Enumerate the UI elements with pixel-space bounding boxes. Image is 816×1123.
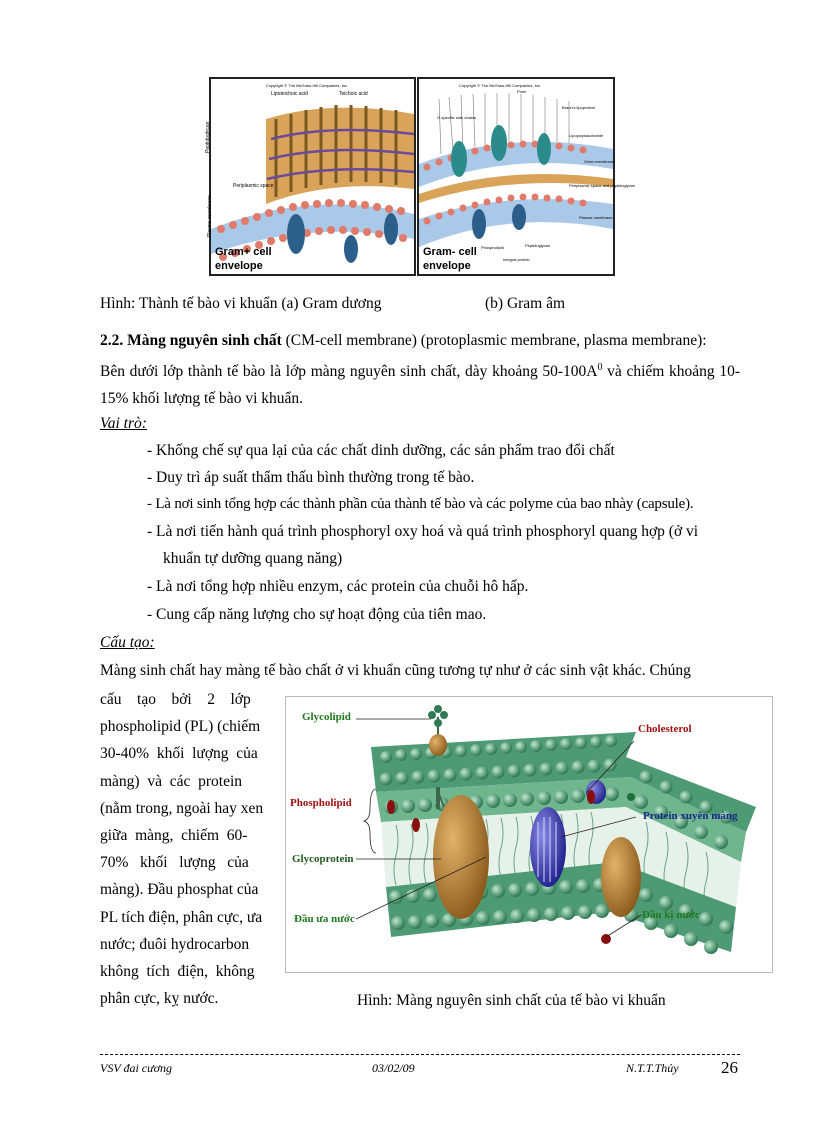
svg-text:Plasma membrane: Plasma membrane xyxy=(207,195,213,237)
role-item-2: - Duy trì áp suất thẩm thấu bình thường trong tế bào. xyxy=(147,469,475,486)
narrow-line: 30-40% khối lượng của xyxy=(100,745,258,763)
narrow-line: màng) và các protein xyxy=(100,772,243,790)
section-title: 2.2. Màng nguyên sinh chất xyxy=(100,332,282,349)
narrow-line: giữa màng, chiếm 60- xyxy=(100,827,248,845)
label-transmembrane-protein: Protein xuyên màng xyxy=(643,810,738,822)
label-hydrophobic-tail: Đầu kị nước xyxy=(642,909,700,921)
page-number: 26 xyxy=(721,1058,738,1077)
membrane-illustration xyxy=(286,697,772,972)
narrow-line: không tích điện, không xyxy=(100,963,255,981)
role-item-4: - Là nơi tiến hành quá trình phosphoryl oxy hoá và quá trình phosphoryl quang hợp (ở vi xyxy=(147,523,699,540)
label-hydrophilic-head: Đầu ưa nước xyxy=(294,913,355,925)
structure-line-1: Màng sinh chất hay màng tế bào chất ở vi khuẩn cũng tương tự như ở các sinh vật khác. Chúng xyxy=(100,662,691,679)
narrow-line: nước; đuôi hydrocarbon xyxy=(100,935,250,953)
figure1-caption-a: Hình: Thành tế bào vi khuẩn (a) Gram dương xyxy=(100,295,382,312)
label-phospholipid: Phospholipid xyxy=(290,797,352,809)
svg-text:Gram- cell: Gram- cell xyxy=(423,246,477,258)
structure-narrow-text xyxy=(100,686,276,1012)
label-glycolipid: Glycolipid xyxy=(302,711,351,723)
svg-text:O-specific side chains: O-specific side chains xyxy=(437,115,476,120)
section-intro xyxy=(100,354,740,412)
role-item-4-cont: khuẩn tự dưỡng quang năng) xyxy=(163,550,343,567)
svg-text:Periplasmic space and peptidog: Periplasmic space and peptidoglycan xyxy=(569,183,636,188)
narrow-line: (nằm trong, ngoài hay xen xyxy=(100,799,264,817)
gram-negative-figure xyxy=(417,77,636,276)
label-glycoprotein: Glycoprotein xyxy=(292,853,354,865)
narrow-line: phospholipid (PL) (chiếm xyxy=(100,718,261,736)
gram-negative-illustration xyxy=(419,79,636,274)
intro-text-1: Bên dưới lớp thành tế bào là lớp màng nguyên sinh chất, dày khoảng 50-100A xyxy=(100,363,598,381)
svg-text:Gram+ cell: Gram+ cell xyxy=(215,246,272,258)
svg-text:Peptidoglycan: Peptidoglycan xyxy=(205,121,211,153)
svg-text:Peptidoglycan: Peptidoglycan xyxy=(525,243,551,248)
narrow-line: màng). Đầu phosphat của xyxy=(100,881,259,899)
structure-heading: Cấu tạo: xyxy=(100,634,155,651)
figure1-caption-b: (b) Gram âm xyxy=(485,295,566,312)
svg-text:Lipoteichoic acid: Lipoteichoic acid xyxy=(271,91,308,97)
svg-text:Periplasmic space: Periplasmic space xyxy=(233,183,274,189)
role-item-1: - Khống chế sự qua lại của các chất dinh dưỡng, các sản phẩm trao đổi chất xyxy=(147,442,615,459)
svg-text:envelope: envelope xyxy=(423,260,471,272)
narrow-line: cấu tạo bởi 2 lớp xyxy=(100,691,251,708)
intro-superscript: 0 xyxy=(597,362,603,373)
membrane-figure xyxy=(285,696,773,973)
label-cholesterol: Cholesterol xyxy=(638,723,692,735)
section-heading xyxy=(100,327,740,354)
svg-text:Copyright © The McGraw-Hill Co: Copyright © The McGraw-Hill Companies, Inc. xyxy=(266,83,349,88)
role-item-6: - Cung cấp năng lượng cho sự hoạt động của tiên mao. xyxy=(147,606,487,623)
svg-text:Copyright © The McGraw-Hill Co: Copyright © The McGraw-Hill Companies, Inc. xyxy=(459,83,542,88)
svg-text:Lipopolysaccharide: Lipopolysaccharide xyxy=(569,133,604,138)
footer-divider xyxy=(100,1054,740,1055)
figure2-caption: Hình: Màng nguyên sinh chất của tế bào vi khuẩn xyxy=(357,992,666,1009)
svg-text:Plasma membrane: Plasma membrane xyxy=(579,215,613,220)
narrow-line: PL tích điện, phân cực, ưa xyxy=(100,908,263,926)
svg-text:Teichoic acid: Teichoic acid xyxy=(339,91,368,97)
intro-text-2: và chiếm khoảng 10-15% khối lượng tế bào vi khuẩn. xyxy=(100,363,740,408)
gram-positive-illustration xyxy=(205,79,414,274)
role-item-5: - Là nơi tổng hợp nhiều enzym, các protein của chuỗi hô hấp. xyxy=(147,578,529,595)
footer-course: VSV đai cương xyxy=(100,1061,173,1075)
gram-positive-figure xyxy=(205,77,416,276)
section-title-rest: (CM-cell membrane) (protoplasmic membrane, plasma membrane): xyxy=(281,332,707,349)
svg-text:Outer membrane: Outer membrane xyxy=(584,159,615,164)
narrow-line: 70% khối lượng của xyxy=(100,854,249,872)
roles-heading: Vai trò: xyxy=(100,415,147,432)
svg-text:Porin: Porin xyxy=(517,89,527,94)
footer-author: N.T.T.Thủy xyxy=(626,1061,679,1075)
svg-text:Phospholipid: Phospholipid xyxy=(481,245,504,250)
svg-text:Braun's lipoprotein: Braun's lipoprotein xyxy=(562,105,596,110)
svg-text:envelope: envelope xyxy=(215,260,263,272)
narrow-line: phân cực, kỵ nước. xyxy=(100,990,219,1008)
svg-text:Integral protein: Integral protein xyxy=(503,257,530,262)
footer-date: 03/02/09 xyxy=(372,1061,415,1075)
role-item-3: - Là nơi sinh tổng hợp các thành phần của thành tế bào và các polyme của bao nhày (capsule). xyxy=(147,496,694,512)
